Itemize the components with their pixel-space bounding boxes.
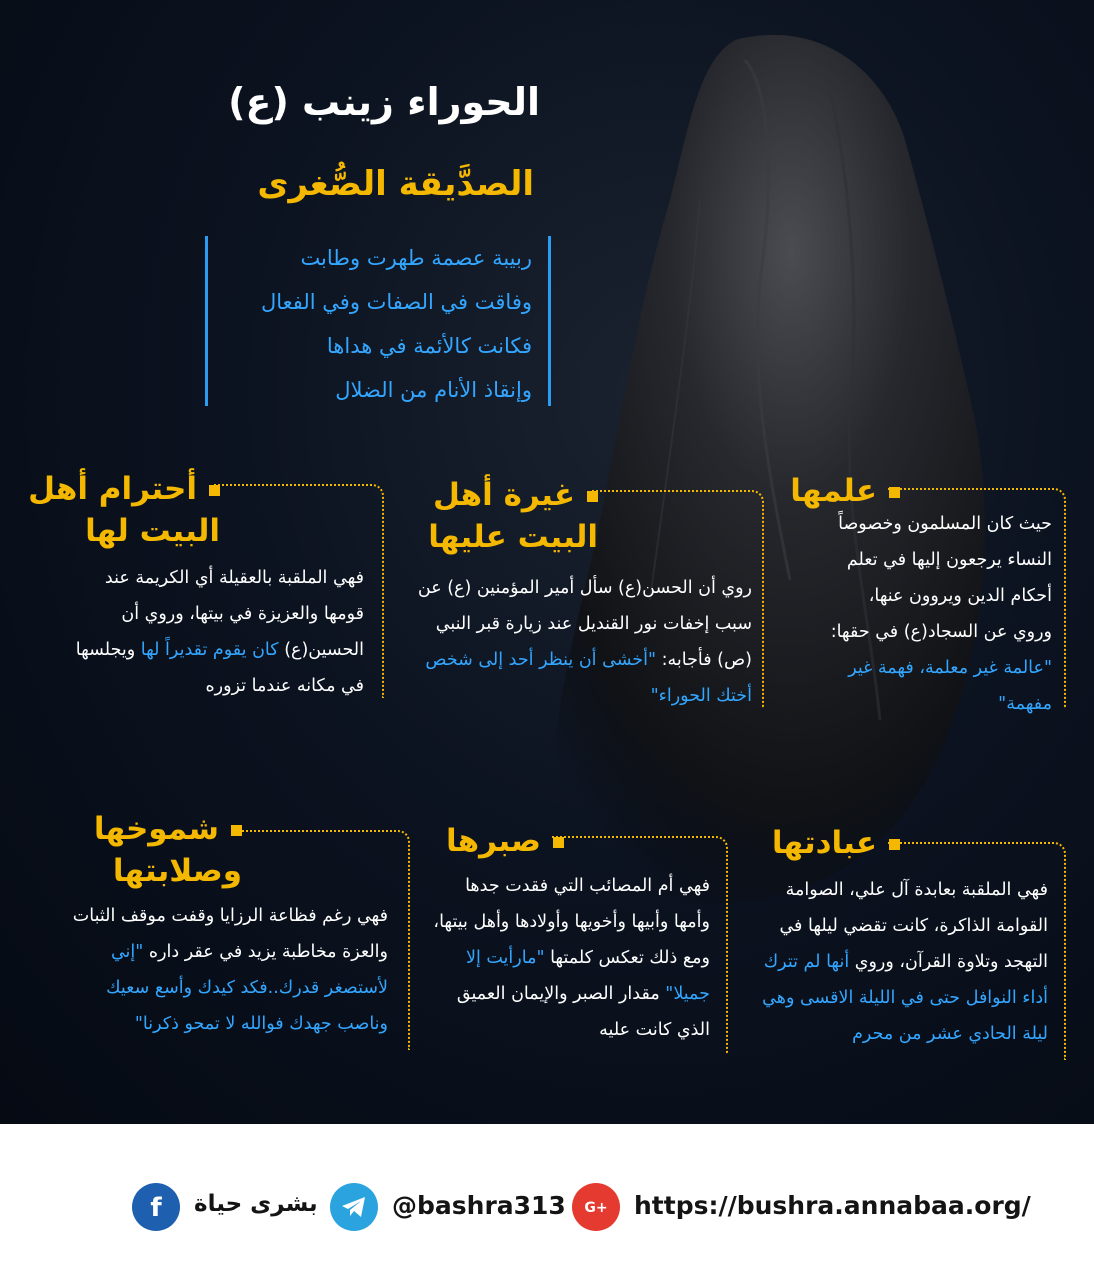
jealousy-text: روي أن الحسن(ع) سأل أمير المؤمنين (ع) عن سبب إخفات نور القنديل عند زيارة قبر النبي (ص) فأجابه: "أخشى أن ينظر أحد إلى شخص أختك الحوراء" (417, 578, 752, 706)
page-title: الحوراء زينب (ع) (228, 80, 540, 124)
footer-website[interactable] (572, 1183, 1031, 1233)
telegram-icon (330, 1183, 378, 1231)
page-subtitle: الصدَّيقة الصُّغرى (257, 164, 534, 204)
svg-text:f: f (150, 1193, 162, 1221)
patience-highlight: "مارأيت إلا جميلا" (465, 948, 710, 1004)
patience-text: فهي أم المصائب التي فقدت جدها وأمها وأبيها وأخويها وأولادها وأهل بيتها، ومع ذلك تعكس كلمتها "مارأيت إلا جميلا" مقدار الصبر والإيمان العميق الذي كانت عليه (433, 876, 710, 1040)
steadfast-heading: شموخها وصلابتها (93, 811, 242, 889)
respect-text: فهي الملقبة بالعقيلة أي الكريمة عند قومها والعزيزة في بيتها، وروي أن الحسين(ع) كان يقوم تقديراً لها ويجلسها في مكانه عندما تزوره (75, 568, 364, 696)
poem-line: فكانت كالأئمة في هداها (326, 334, 532, 358)
poem-line: وفاقت في الصفات وفي الفعال (260, 290, 532, 314)
bullet-icon (231, 825, 242, 836)
respect-highlight: كان يقوم تقديراً لها (140, 640, 279, 660)
bullet-icon (889, 839, 900, 850)
bullet-icon (889, 487, 900, 498)
knowledge-quote: "عالمة غير معلمة، فهمة غير مفهمة" (848, 658, 1052, 714)
facebook-icon (132, 1183, 180, 1231)
website-url[interactable]: https://bushra.annabaa.org/ (634, 1191, 1031, 1220)
brand-name[interactable]: بشرى حياة (194, 1191, 318, 1217)
bullet-icon (209, 485, 220, 496)
footer-telegram[interactable] (330, 1183, 566, 1233)
jealousy-heading: غيرة أهل البيت عليها (428, 477, 598, 555)
svg-text:G+: G+ (584, 1200, 608, 1216)
respect-heading: أحترام أهل البيت لها (28, 471, 220, 549)
bullet-icon (553, 837, 564, 848)
patience-heading: صبرها (430, 820, 564, 862)
poem-block (205, 236, 551, 406)
knowledge-text: حيث كان المسلمون وخصوصاً النساء يرجعون إليها في تعلم أحكام الدين ويروون عنها، وروي عن السجاد(ع) في حقها: "عالمة غير معلمة، فهمة غير مفهمة" (830, 514, 1052, 714)
bullet-icon (587, 491, 598, 502)
poem-line: ربيبة عصمة طهرت وطابت (300, 246, 532, 270)
steadfast-quote: "إني لأستصغر قدرك..فكد كيدك وأسع سعيك وناصب جهدك فوالله لا تمحو ذكرنا" (106, 942, 388, 1034)
worship-heading: عبادتها (750, 822, 900, 864)
google-plus-icon (572, 1183, 620, 1231)
knowledge-heading: علمها (770, 470, 900, 512)
poem-line: وإنقاذ الأنام من الضلال (335, 378, 532, 402)
footer-facebook[interactable] (132, 1183, 322, 1233)
worship-text: فهي الملقبة بعابدة آل علي، الصوامة القوامة الذاكرة، كانت تقضي ليلها في التهجد وتلاوة القرآن، وروي أنها لم تترك أداء النوافل حتى في الليلة الاقسى وهي ليلة الحادي عشر من محرم (762, 880, 1048, 1044)
jealousy-quote: "أخشى أن ينظر أحد إلى شخص أختك الحوراء" (425, 650, 752, 706)
worship-highlight: أنها لم تترك أداء النوافل حتى في الليلة الاقسى وهي ليلة الحادي عشر من محرم (762, 952, 1048, 1044)
telegram-handle[interactable]: @bashra313 (392, 1191, 566, 1220)
steadfast-text: فهي رغم فظاعة الرزايا وقفت موقف الثبات والعزة مخاطبة يزيد في عقر داره "إني لأستصغر قدرك..فكد كيدك وأسع سعيك وناصب جهدك فوالله لا تمحو ذكرنا" (72, 906, 388, 1034)
